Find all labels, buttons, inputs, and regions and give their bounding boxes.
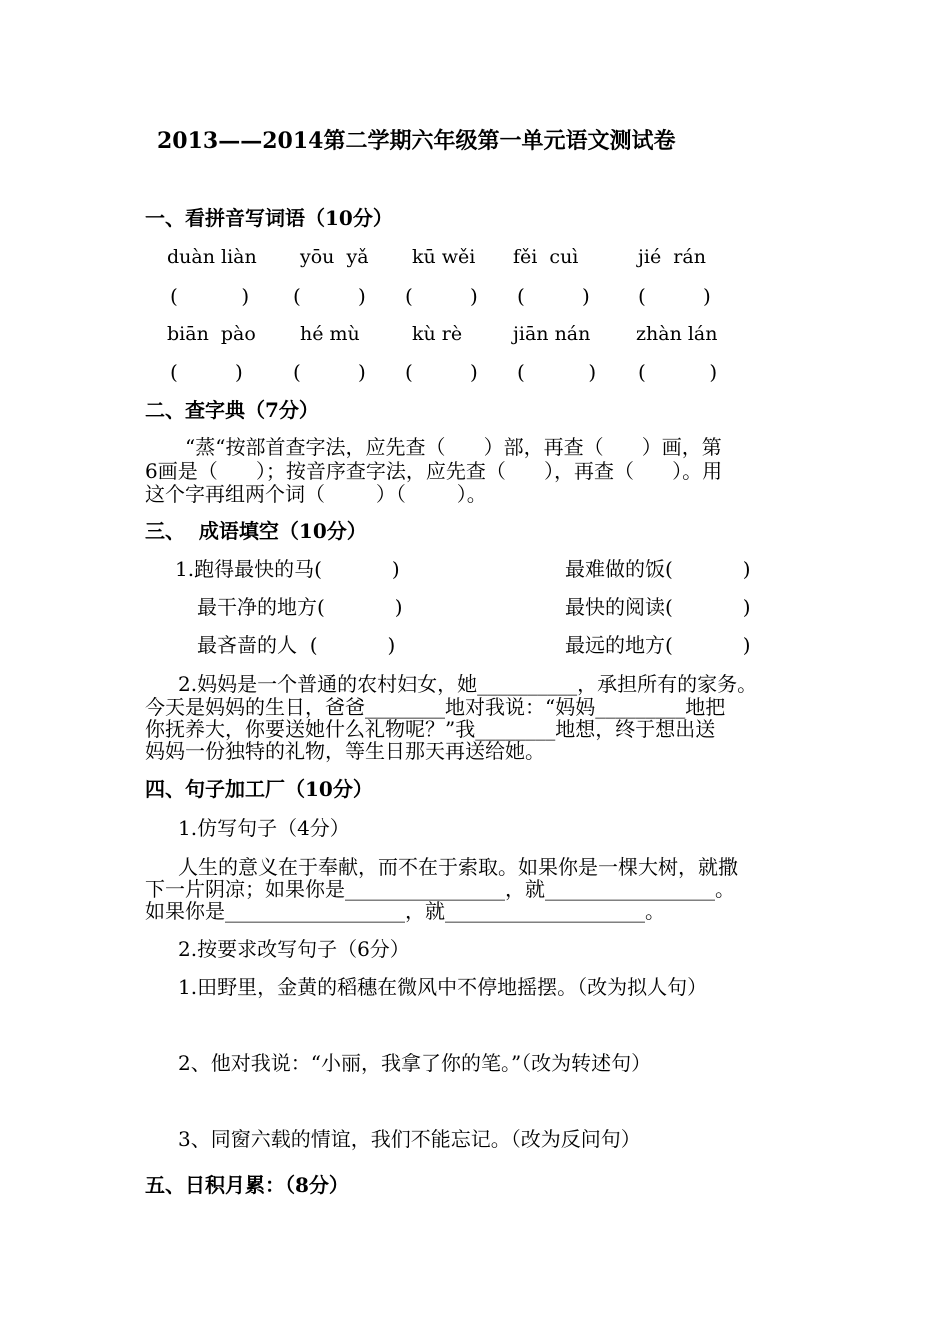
paragraph-line: 如果你是__________________，就____________________。 [145,899,665,923]
paragraph-line: “蒸“按部首查字法，应先查（ ）部，再查（ ）画，第 [185,435,722,459]
paragraph-line: 你抚养大，你要送她什么礼物呢？”我________地想，终于想出送 [145,717,716,741]
answer-blank[interactable]: ( ) [293,360,366,384]
answer-blank[interactable]: ( ) [405,284,478,308]
idiom-item: 1.跑得最快的马( ) [175,557,400,581]
pinyin-8: kù rè [412,323,463,345]
paragraph-line: 下一片阴凉；如果你是________________，就_________________。 [145,877,735,901]
idiom-item: 最干净的地方( ) [197,595,403,619]
pinyin-1: duàn liàn [167,246,257,268]
rewrite-item: 3、同窗六载的情谊，我们不能忘记。（改为反问句） [178,1127,641,1151]
paragraph-line: 这个字再组两个词（ ）（ ）。 [145,482,487,506]
rewrite-item: 2、他对我说：“小丽，我拿了你的笔。”（改为转述句） [178,1051,652,1075]
answer-blank[interactable]: ( ) [517,360,597,384]
rewrite-item: 1.田野里，金黄的稻穗在微风中不停地摇摆。（改为拟人句） [178,975,708,999]
answer-blank[interactable]: ( ) [638,360,718,384]
answer-blank[interactable]: ( ) [638,284,711,308]
paragraph-line: 妈妈一份独特的礼物，等生日那天再送给她。 [145,739,545,763]
idiom-item: 最远的地方( ) [565,633,751,657]
idiom-item: 最难做的饭( ) [565,557,751,581]
section-4-heading: 四、句子加工厂（10分） [145,777,373,801]
section-5-heading: 五、日积月累：（8分） [145,1173,349,1197]
idiom-item: 最吝啬的人 ( ) [197,633,396,657]
pinyin-7: hé mù [300,323,360,345]
pinyin-2: yōu yǎ [300,246,369,268]
paragraph-line: 人生的意义在于奉献，而不在于索取。如果你是一棵大树，就撒 [178,855,738,879]
paragraph-line: 6画是（ ）；按音序查字法，应先查（ ），再查（ ）。用 [145,459,723,483]
answer-blank[interactable]: ( ) [293,284,366,308]
section-1-heading: 一、看拼音写词语（10分） [145,206,393,230]
pinyin-9: jiān nán [513,323,591,345]
answer-blank[interactable]: ( ) [517,284,590,308]
answer-blank[interactable]: ( ) [170,284,250,308]
pinyin-10: zhàn lán [636,323,718,345]
pinyin-6: biān pào [167,323,256,345]
section-2-heading: 二、查字典（7分） [145,398,319,422]
paragraph-line: 2.妈妈是一个普通的农村妇女，她__________，承担所有的家务。 [178,672,758,696]
paragraph-line: 今天是妈妈的生日，爸爸________地对我说：“妈妈_________地把 [145,695,726,719]
pinyin-4: fěi cuì [513,246,579,268]
answer-blank[interactable]: ( ) [170,360,243,384]
answer-blank[interactable]: ( ) [405,360,478,384]
section-3-heading: 三、 成语填空（10分） [145,519,367,543]
subsection-heading: 2.按要求改写句子（6分） [178,937,410,961]
pinyin-5: jié rán [638,246,706,268]
page-title: 2013——2014第二学期六年级第一单元语文测试卷 [157,128,676,154]
idiom-item: 最快的阅读( ) [565,595,751,619]
pinyin-3: kū wěi [412,246,476,268]
subsection-heading: 1.仿写句子（4分） [178,816,350,840]
